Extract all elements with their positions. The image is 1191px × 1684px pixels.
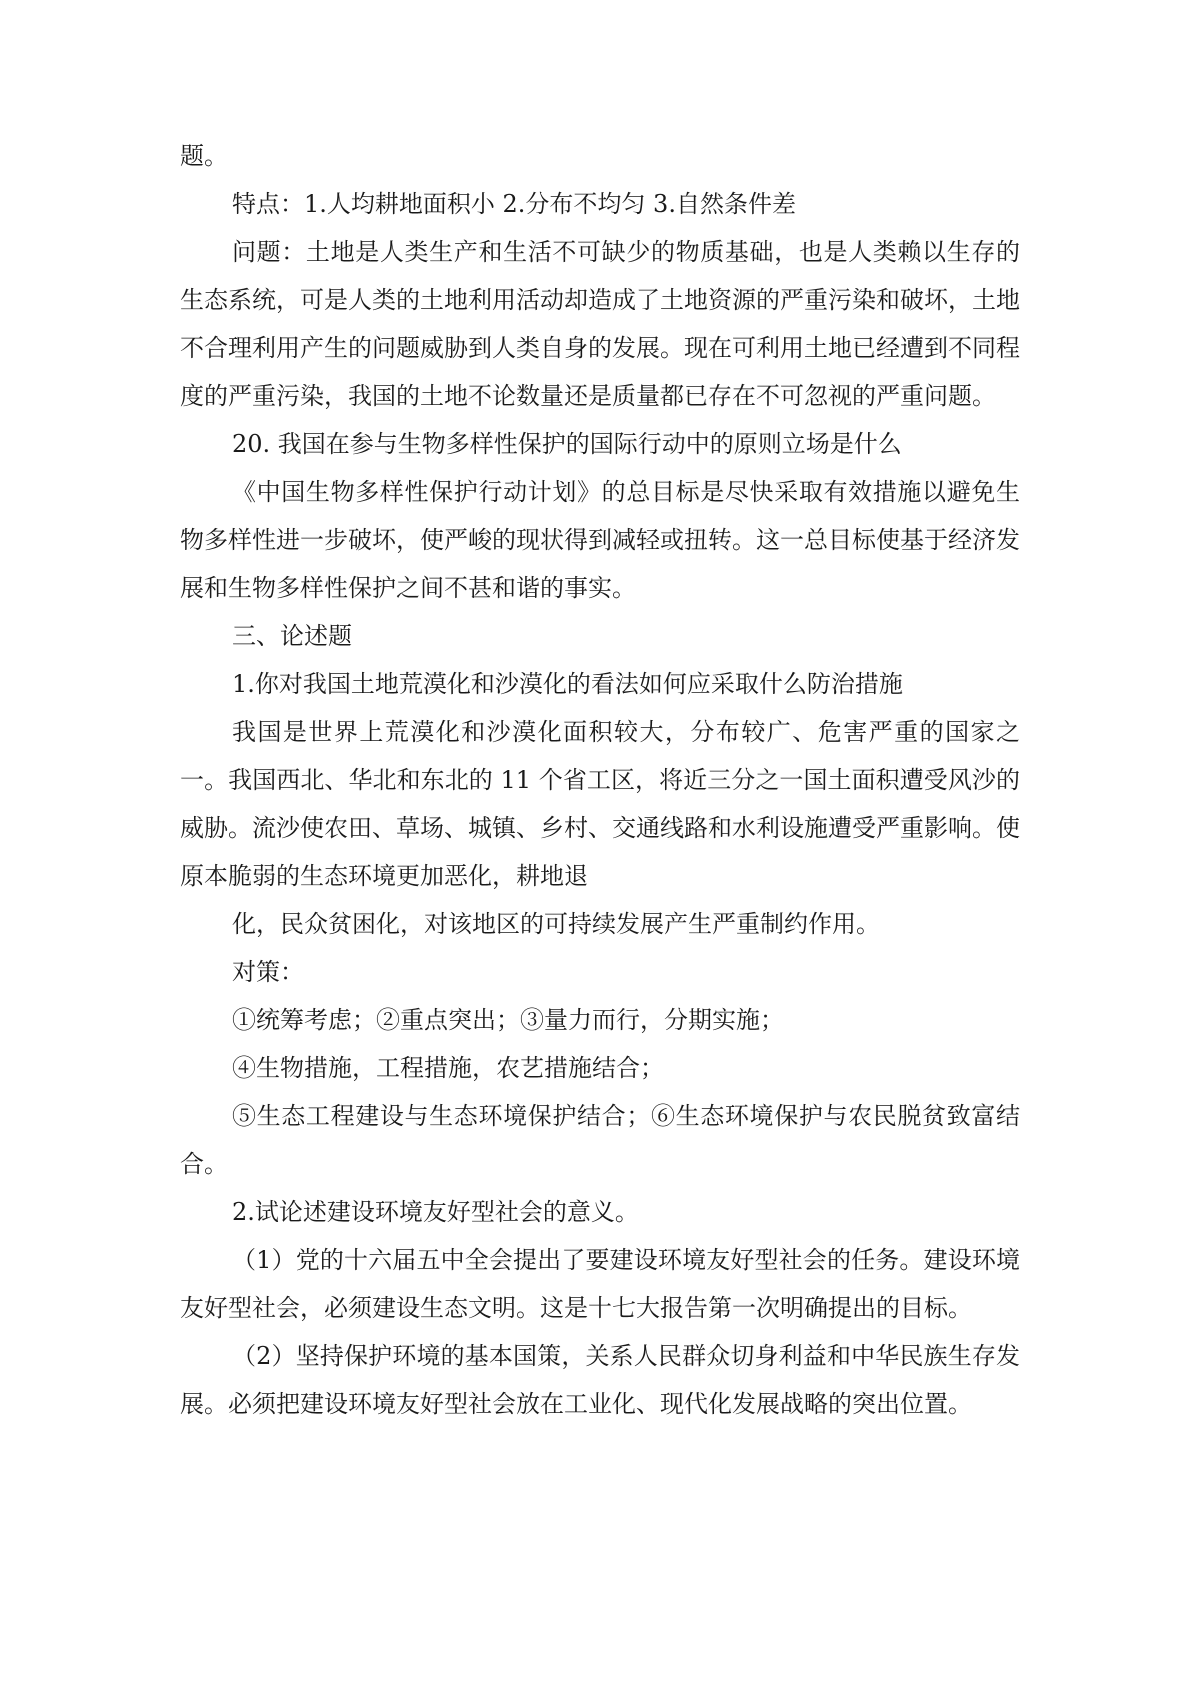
paragraph-desertification: 我国是世界上荒漠化和沙漠化面积较大，分布较广、危害严重的国家之一。我国西北、华北和东北的 11 个省工区，将近三分之一国土面积遭受风沙的威胁。流沙使农田、草场、城镇、乡村、交通线路和水利设施遭受严重影响。使原本脆弱的生态环境更加恶化，耕地退 (180, 718, 1020, 890)
countermeasure-line-2: ④生物措施，工程措施，农艺措施结合； (232, 1054, 664, 1082)
paragraph-countermeasures-label: 对策： (232, 958, 304, 986)
section-heading-essay: 三、论述题 (232, 622, 352, 650)
paragraph-point-2: （2）坚持保护环境的基本国策，关系人民群众切身利益和中华民族生存发展。必须把建设环境友好型社会放在工业化、现代化发展战略的突出位置。 (180, 1342, 1020, 1418)
countermeasure-line-1: ①统筹考虑；②重点突出；③量力而行，分期实施； (232, 1006, 784, 1034)
countermeasure-line-3: ⑤生态工程建设与生态环境保护结合；⑥生态环境保护与农民脱贫致富结合。 (180, 1102, 1020, 1178)
essay-question-1: 1.你对我国土地荒漠化和沙漠化的看法如何应采取什么防治措施 (232, 670, 903, 698)
paragraph-continuation: 题。 (180, 142, 228, 170)
paragraph-biodiversity-plan: 《中国生物多样性保护行动计划》的总目标是尽快采取有效措施以避免生物多样性进一步破坏，使严峻的现状得到减轻或扭转。这一总目标使基于经济发展和生物多样性保护之间不甚和谐的事实。 (180, 478, 1020, 602)
paragraph-desertification-cont: 化，民众贫困化，对该地区的可持续发展产生严重制约作用。 (232, 910, 880, 938)
paragraph-problems: 问题：土地是人类生产和生活不可缺少的物质基础，也是人类赖以生存的生态系统，可是人类的土地利用活动却造成了土地资源的严重污染和破坏，土地不合理利用产生的问题威胁到人类自身的发展。现在可利用土地已经遭到不同程度的严重污染，我国的土地不论数量还是质量都已存在不可忽视的严重问题。 (180, 238, 1020, 410)
essay-question-2: 2.试论述建设环境友好型社会的意义。 (232, 1198, 639, 1226)
paragraph-point-1: （1）党的十六届五中全会提出了要建设环境友好型社会的任务。建设环境友好型社会，必须建设生态文明。这是十七大报告第一次明确提出的目标。 (180, 1246, 1020, 1322)
document-body (180, 132, 1020, 1428)
question-20-heading: 20. 我国在参与生物多样性保护的国际行动中的原则立场是什么 (232, 430, 902, 458)
paragraph-features: 特点：1.人均耕地面积小 2.分布不均匀 3.自然条件差 (232, 190, 796, 218)
